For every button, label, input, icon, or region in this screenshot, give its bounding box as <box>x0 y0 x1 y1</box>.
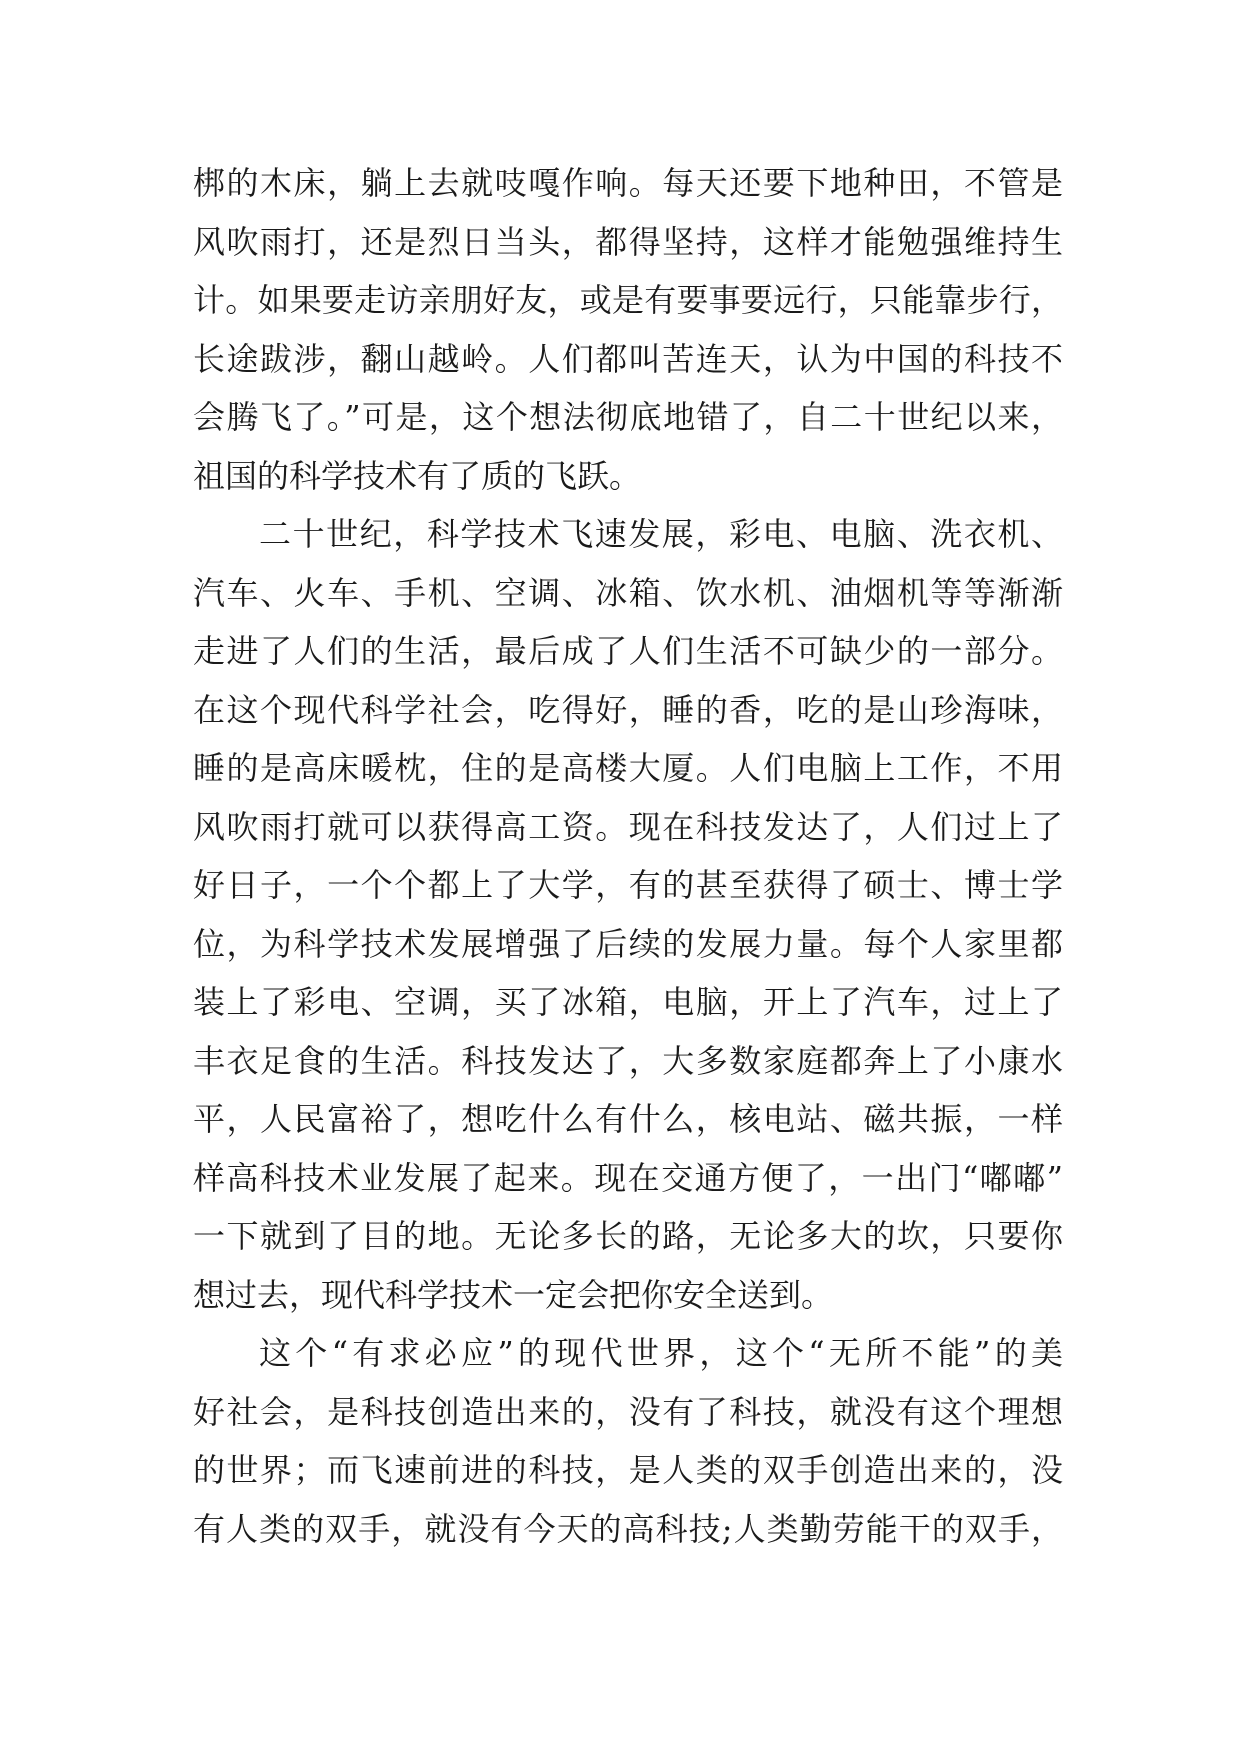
paragraph-3 <box>193 1324 1063 1558</box>
paragraph-2 <box>193 505 1063 1324</box>
text-line: 风吹雨打，还是烈日当头，都得坚持，这样才能勉强维持生 <box>193 222 1063 261</box>
text-line: 样高科技术业发展了起来。现在交通方便了，一出门“嘟嘟” <box>193 1158 1063 1197</box>
text-line: 平，人民富裕了，想吃什么有什么，核电站、磁共振，一样 <box>193 1100 1063 1138</box>
text-line: 汽车、火车、手机、空调、冰箱、饮水机、油烟机等等渐渐 <box>193 573 1063 612</box>
body-text <box>193 154 1063 1558</box>
text-line: 在这个现代科学社会，吃得好，睡的香，吃的是山珍海味， <box>193 690 1063 729</box>
text-line: 好社会，是科技创造出来的，没有了科技，就没有这个理想 <box>193 1392 1063 1431</box>
text-line: 走进了人们的生活，最后成了人们生活不可缺少的一部分。 <box>193 632 1063 670</box>
text-line: 这个“有求必应”的现代世界，这个“无所不能”的美 <box>259 1334 1063 1372</box>
text-line: 会腾飞了。”可是，这个想法彻底地错了，自二十世纪以来， <box>193 398 1063 436</box>
text-line: 丰衣足食的生活。科技发达了，大多数家庭都奔上了小康水 <box>193 1041 1063 1080</box>
text-line: 位，为科学技术发展增强了后续的发展力量。每个人家里都 <box>193 924 1063 963</box>
text-line: 梆的木床，躺上去就吱嘎作响。每天还要下地种田，不管是 <box>193 164 1063 202</box>
text-line: 想过去，现代科学技术一定会把你安全送到。 <box>193 1275 834 1314</box>
text-line: 二十世纪，科学技术飞速发展，彩电、电脑、洗衣机、 <box>259 515 1063 553</box>
text-line: 的世界；而飞速前进的科技，是人类的双手创造出来的，没 <box>193 1451 1063 1489</box>
text-line: 装上了彩电、空调，买了冰箱，电脑，开上了汽车，过上了 <box>193 983 1063 1021</box>
text-line: 计。如果要走访亲朋好友，或是有要事要远行，只能靠步行， <box>193 281 1063 319</box>
text-line: 风吹雨打就可以获得高工资。现在科技发达了，人们过上了 <box>193 807 1063 846</box>
text-line: 睡的是高床暖枕，住的是高楼大厦。人们电脑上工作，不用 <box>193 749 1063 787</box>
text-line: 一下就到了目的地。无论多长的路，无论多大的坎，只要你 <box>193 1217 1063 1255</box>
text-line: 祖国的科学技术有了质的飞跃。 <box>193 456 642 495</box>
text-line: 有人类的双手，就没有今天的高科技;人类勤劳能干的双手， <box>193 1509 1063 1548</box>
text-line: 长途跋涉，翻山越岭。人们都叫苦连天，认为中国的科技不 <box>193 339 1063 378</box>
text-line: 好日子，一个个都上了大学，有的甚至获得了硕士、博士学 <box>193 866 1063 904</box>
paragraph-1 <box>193 154 1063 505</box>
